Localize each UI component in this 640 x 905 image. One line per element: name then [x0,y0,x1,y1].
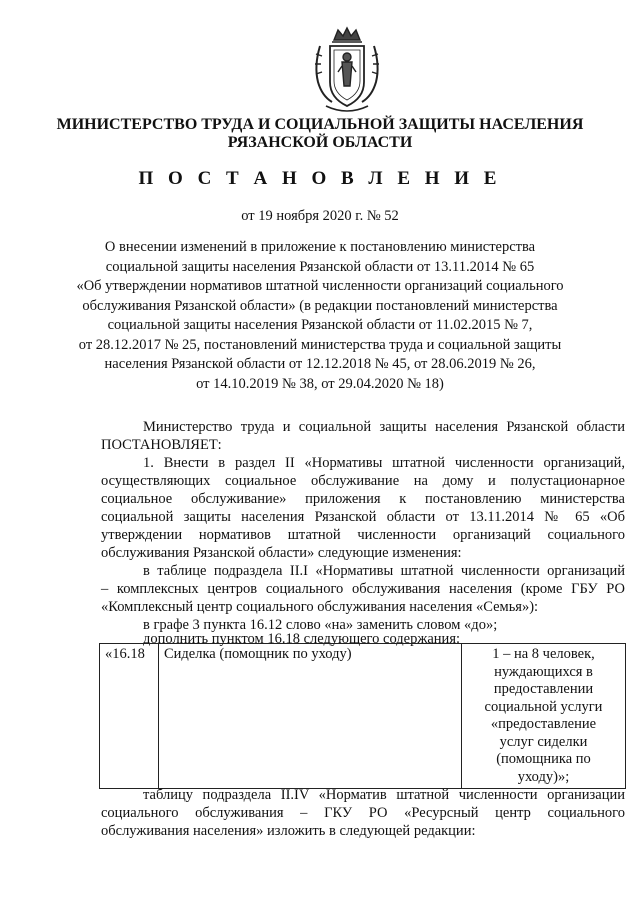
subject-line: обслуживания Рязанской области» (в редакции постановлений министерства [82,297,558,314]
norm-line: «предоставление [490,716,597,732]
insert-table [99,643,626,789]
norm-line: 1 – на 8 человек, [492,646,595,662]
document-type-title: П О С Т А Н О В Л Е Н И Е [138,168,502,189]
subject-line: «Об утверждении нормативов штатной численности организаций социального [76,278,564,294]
subject-line: от 14.10.2019 № 38, от 29.04.2020 № 18) [196,375,444,392]
paragraph-4: дополнить пунктом 16.18 следующего содержания: [143,631,461,647]
ministry-name-line-1: МИНИСТЕРСТВО ТРУДА И СОЦИАЛЬНОЙ ЗАЩИТЫ НАСЕЛЕНИЯ [56,116,584,133]
document-date-number: от 19 ноября 2020 г. № 52 [241,208,399,224]
paragraph-5-line: социального обслуживания – ГКУ РО «Ресурсный центр социального [101,805,625,821]
resolves-word: ПОСТАНОВЛЯЕТ: [101,437,222,453]
paragraph-3: в графе 3 пункта 16.12 слово «на» заменить словом «до»; [143,617,498,633]
paragraph-1-line: обслуживания Рязанской области» следующие изменения: [101,545,462,561]
paragraph-5-line: таблицу подраздела II.IV «Норматив штатной численности организации [143,787,625,803]
intro-line: Министерство труда и социальной защиты населения Рязанской области [143,419,625,435]
paragraph-1-line: социальной защиты населения Рязанской области от 13.11.2014 № 65 «Об [101,509,625,525]
ministry-name-line-2: РЯЗАНСКОЙ ОБЛАСТИ [227,134,413,151]
subject-line: социальной защиты населения Рязанской области от 13.11.2014 № 65 [105,258,535,275]
paragraph-2-line: «Комплексный центр социального обслуживания населения «Семья»): [101,599,539,615]
norm-line: уходу)»; [517,768,570,785]
coat-of-arms-emblem [312,26,382,114]
norm-cell [462,644,626,789]
subject-line: социальной защиты населения Рязанской области от 11.02.2015 № 7, [107,317,533,333]
paragraph-5-line: обслуживания населения» изложить в следующей редакции: [101,823,476,839]
paragraph-2-line: – комплексных центров социального обслуживания населения (кроме ГБУ РО [101,581,625,597]
subject-line: от 28.12.2017 № 25, постановлений министерства труда и социальной защиты [78,336,562,353]
table-row [100,644,626,789]
item-number-cell: «16.18 [100,644,159,789]
paragraph-1-line: 1. Внести в раздел II «Нормативы штатной численности организаций, [143,455,625,471]
norm-line: (помощника по [496,751,591,767]
paragraph-1-line: осуществляющих социальное обслуживание на дому и полустационарное [101,473,625,489]
subject-line: населения Рязанской области от 12.12.2018 № 45, от 28.06.2019 № 26, [104,356,536,372]
norm-line: услуг сиделки [499,733,588,750]
norm-line: нуждающихся в [494,663,593,680]
paragraph-2-line: в таблице подраздела II.I «Нормативы штатной численности организаций [143,563,625,579]
norm-line: социальной услуги [484,698,603,715]
norm-line: предоставлении [493,681,594,697]
position-cell: Сиделка (помощник по уходу) [159,644,462,789]
paragraph-1-line: социальное обслуживание» приложения к постановлению министерства [101,491,625,507]
subject-line: О внесении изменений в приложение к постановлению министерства [104,239,536,255]
paragraph-1-line: утверждении нормативов штатной численности организаций социального [101,527,625,543]
